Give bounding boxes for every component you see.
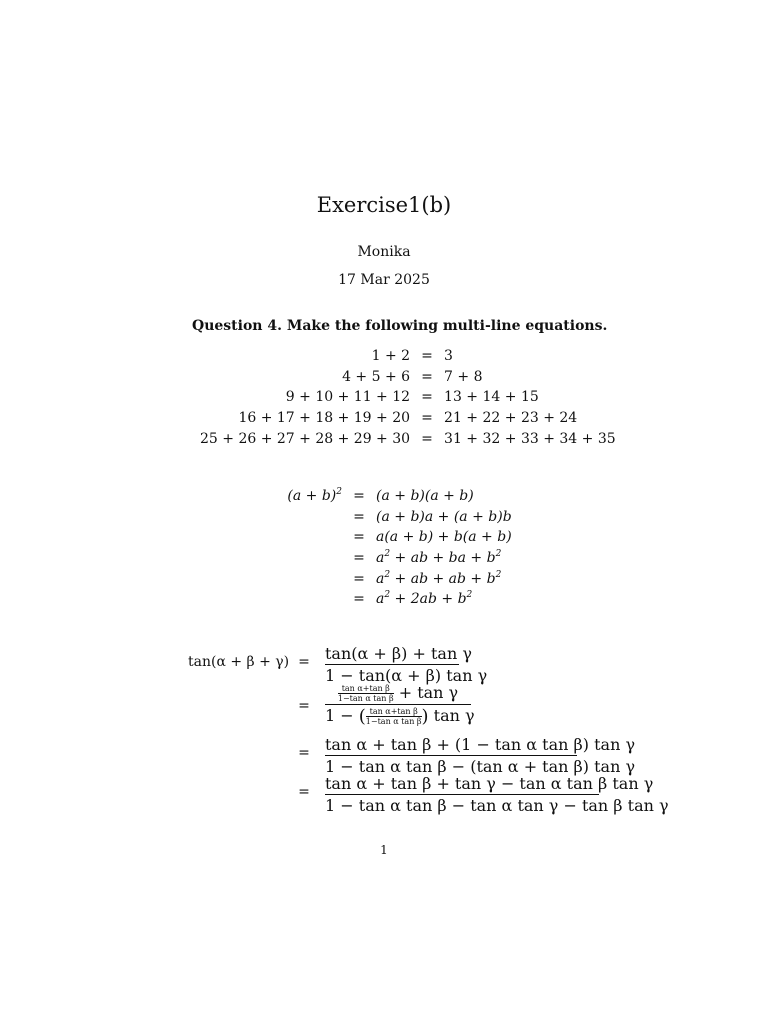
equation-relation: =	[421, 430, 433, 447]
inner-fraction	[338, 684, 394, 703]
question-heading: Question 4. Make the following multi-line equations.	[192, 318, 608, 334]
equation-lhs: 4 + 5 + 6	[342, 368, 411, 385]
equation-relation: =	[353, 508, 365, 525]
equation-relation: =	[353, 550, 365, 567]
fraction-denominator: 1 − tan α tan β − (tan α + tan β) tan γ	[325, 757, 636, 776]
inner-numerator: tan α+tan β	[369, 707, 418, 716]
fraction-bar	[325, 755, 577, 756]
equation-row	[270, 568, 516, 589]
equation-relation: =	[353, 529, 365, 546]
equation-rhs: (a + b)a + (a + b)b	[376, 508, 512, 525]
fraction-bar	[325, 664, 459, 665]
date: 17 Mar 2025	[338, 272, 430, 288]
equation-lhs: 25 + 26 + 27 + 28 + 29 + 30	[200, 430, 411, 447]
equation-row	[200, 408, 616, 429]
inner-fraction	[366, 707, 422, 726]
fraction-bar	[325, 794, 599, 795]
equation-relation: =	[298, 698, 310, 714]
document-title: Exercise1(b)	[316, 193, 452, 217]
equation-row	[200, 428, 616, 449]
square-expansion-equations	[270, 486, 516, 610]
equation-rhs: $a^2$ + ab + ab + $b^2$	[376, 569, 502, 587]
equation-rhs: 13 + 14 + 15	[444, 389, 539, 406]
inner-numerator: tan α+tan β	[341, 684, 390, 693]
equation-relation: =	[353, 591, 365, 608]
equation-relation: =	[421, 410, 433, 427]
inner-denominator: 1−tan α tan β	[337, 694, 394, 703]
equation-relation: =	[298, 654, 310, 670]
fraction-numerator: tan α + tan β + tan γ − tan α tan β tan γ	[325, 774, 654, 793]
equation-rhs: 7 + 8	[444, 368, 483, 385]
equation-relation: =	[298, 784, 310, 800]
equation-relation: =	[298, 745, 310, 761]
equation-row	[200, 367, 616, 388]
equation-rhs: (a + b)(a + b)	[376, 488, 474, 505]
equation-rhs: $a^2 + 2ab + b^2$	[376, 590, 473, 608]
equation-lhs: 1 + 2	[371, 348, 411, 365]
fraction	[325, 735, 636, 776]
equation-relation: =	[421, 389, 433, 406]
page-number: 1	[380, 843, 388, 857]
equation-lhs: 9 + 10 + 11 + 12	[285, 389, 411, 406]
equation-row	[270, 527, 516, 548]
equation-row	[270, 507, 516, 528]
equation-relation: =	[421, 368, 433, 385]
fraction-numerator: tan(α + β) + tan γ	[325, 644, 472, 663]
equation-row	[270, 486, 516, 507]
equation-rhs: 21 + 22 + 23 + 24	[444, 410, 578, 427]
equation-row	[200, 346, 616, 367]
fraction-bar	[325, 704, 471, 705]
fraction-denominator: 1 − tan α tan β − tan α tan γ − tan β tan γ	[325, 796, 669, 815]
equation-lhs: $(a + b)^2$	[287, 487, 342, 505]
equation-relation: =	[421, 348, 433, 365]
nested-fraction	[325, 683, 475, 727]
fraction-denominator: 1 − tan(α + β) tan γ	[325, 666, 488, 685]
fraction-numerator: tan α + tan β + (1 − tan α tan β) tan γ	[325, 735, 636, 754]
equation-rhs: 31 + 32 + 33 + 34 + 35	[444, 430, 616, 447]
equation-lhs: tan(α + β + γ)	[188, 654, 290, 670]
equation-row	[270, 589, 516, 610]
equation-lhs: 16 + 17 + 18 + 19 + 20	[238, 410, 411, 427]
inner-denominator: 1−tan α tan β	[365, 717, 422, 726]
author: Monika	[357, 244, 411, 260]
equation-row	[200, 387, 616, 408]
fraction-denominator: 1 − ( $\frac{\text{tan α+tan β}}{\text{1−tan α tan β}}$ ) tan γ	[325, 706, 475, 727]
fraction	[325, 644, 488, 685]
fraction	[325, 774, 669, 815]
equation-rhs: 3	[444, 348, 453, 365]
sum-equations	[200, 346, 616, 449]
equation-relation: =	[353, 570, 365, 587]
fraction-numerator: $\frac{\text{tan α+tan β}}{\text{1−tan α tan β}}$ + tan γ	[337, 683, 459, 703]
equation-row	[270, 548, 516, 569]
equation-rhs: $a^2$ + ab + ba + $b^2$	[376, 549, 502, 567]
equation-relation: =	[353, 488, 365, 505]
equation-rhs: a(a + b) + b(a + b)	[376, 529, 512, 546]
